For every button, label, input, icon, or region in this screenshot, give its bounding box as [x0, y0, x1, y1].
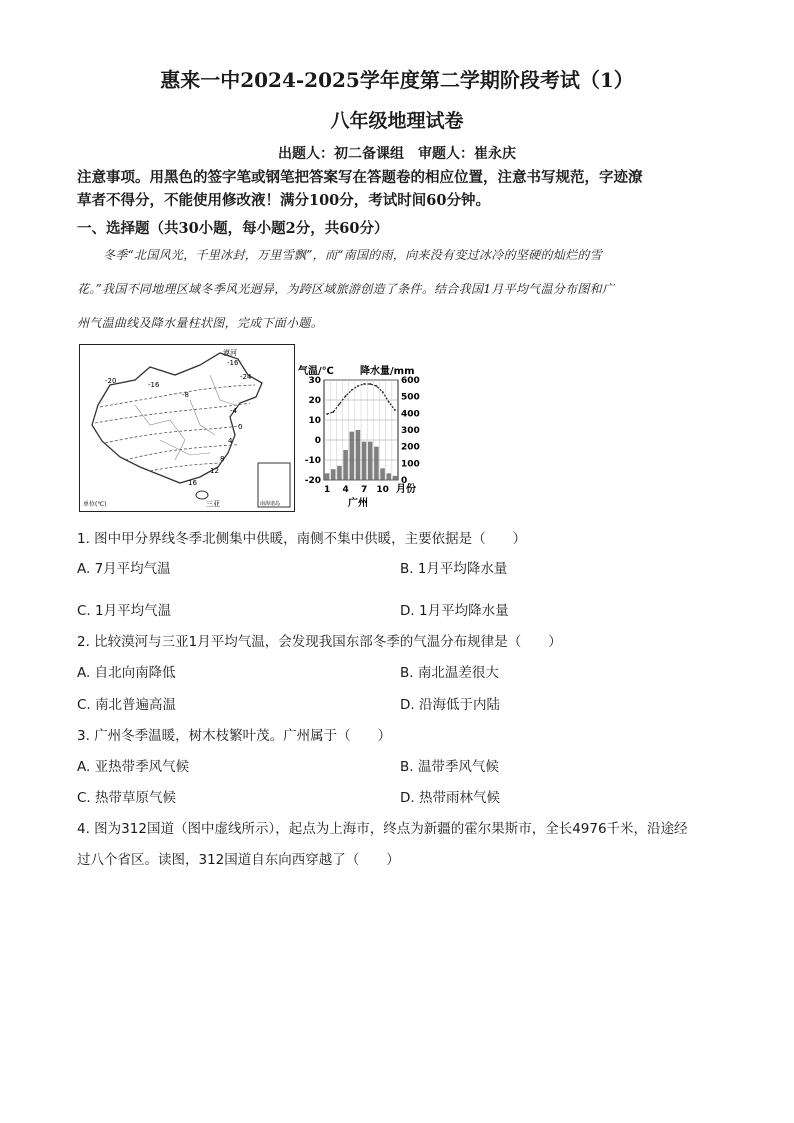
precip-bar	[362, 442, 367, 480]
temp-point	[376, 385, 378, 387]
month-tick-label: 4	[342, 485, 349, 495]
label-iso-9: 8	[220, 455, 225, 463]
question-1-stem: 1. 图中甲分界线冬季北侧集中供暖，南侧不集中供暖，主要依据是（ ）	[77, 531, 527, 547]
q3-option-a[interactable]: A. 亚热带季风气候	[77, 759, 190, 775]
q3-option-b[interactable]: B. 温带季风气候	[400, 759, 499, 775]
isotherm-line	[105, 423, 243, 443]
temp-tick-label: 30	[308, 376, 321, 386]
month-tick-label: 1	[323, 485, 331, 495]
precip-tick-label: 100	[401, 459, 420, 470]
label-iso-4: -16	[148, 381, 160, 389]
city-label: 广州	[348, 498, 368, 509]
label-inset: 南海诸岛	[260, 501, 281, 507]
exam-title: 惠来一中2024-2025学年度第二学期阶段考试（1）	[160, 68, 634, 92]
label-mohe: 漠河	[223, 349, 237, 357]
month-tick-label: 10	[376, 485, 389, 495]
q2-option-b[interactable]: B. 南北温差很大	[400, 665, 499, 681]
q3-option-c[interactable]: C. 热带草原气候	[77, 790, 177, 806]
chart-grid	[324, 380, 398, 480]
exam-authors: 出题人：初二备课组 审题人：崔永庆	[278, 146, 516, 162]
q2-option-a[interactable]: A. 自北向南降低	[77, 665, 176, 681]
label-iso-8: 4	[228, 437, 233, 445]
label-sanya: 三亚	[206, 500, 220, 508]
section-heading: 一、选择题（共30小题，每小题2分，共60分）	[77, 220, 389, 237]
temp-point	[394, 409, 396, 411]
exam-subtitle: 八年级地理试卷	[330, 110, 464, 132]
precip-tick-label: 0	[401, 476, 408, 486]
temp-point	[326, 413, 328, 415]
temp-point	[357, 385, 359, 387]
temp-point	[369, 383, 371, 385]
precip-bar	[356, 430, 361, 480]
precip-tick-label: 300	[401, 426, 420, 436]
q2-option-d[interactable]: D. 沿海低于内陆	[400, 697, 500, 713]
precip-bar	[386, 473, 391, 480]
month-unit-label: 月份	[396, 484, 416, 495]
label-iso-6: -4	[230, 407, 237, 415]
precip-tick-label: 600	[401, 376, 420, 386]
temp-tick-label: 0	[314, 436, 321, 446]
notice-line-2: 草者不得分，不能使用修改液！满分100分，考试时间60分钟。	[77, 192, 490, 209]
question-2-stem: 2. 比较漠河与三亚1月平均气温，会发现我国东部冬季的气温分布规律是（ ）	[77, 634, 562, 650]
isotherm-line	[95, 403, 250, 423]
notice-line-1: 注意事项。用黑色的签字笔或钢笔把答案写在答题卷的相应位置，注意书写规范，字迹潦	[77, 169, 643, 186]
precip-bar	[331, 469, 336, 480]
precip-tick-label: 500	[401, 392, 420, 403]
q1-option-b[interactable]: B. 1月平均降水量	[400, 561, 508, 577]
intro-line-3: 州气温曲线及降水量柱状图，完成下面小题。	[77, 316, 324, 330]
temp-tick-label: 20	[308, 396, 321, 406]
precip-bar	[343, 450, 348, 480]
label-unit: 单位(℃)	[83, 501, 107, 508]
temp-point	[363, 383, 365, 385]
map-drawing	[80, 345, 294, 511]
temp-point	[345, 395, 347, 397]
label-iso-1: -16	[227, 359, 239, 367]
q1-option-d[interactable]: D. 1月平均降水量	[400, 603, 509, 619]
label-iso-5: -8	[182, 391, 189, 399]
precip-bar	[368, 442, 373, 480]
climate-chart-svg	[296, 362, 431, 512]
temp-point	[339, 403, 341, 405]
q1-option-c[interactable]: C. 1月平均气温	[77, 603, 172, 619]
q1-option-a[interactable]: A. 7月平均气温	[77, 561, 171, 577]
month-tick-label: 7	[360, 485, 368, 495]
temp-tick-label: -10	[304, 456, 321, 466]
temp-axis-title: 气温/℃	[298, 366, 334, 377]
q2-option-c[interactable]: C. 南北普遍高温	[77, 697, 177, 713]
guangzhou-climate-chart	[296, 362, 431, 512]
label-iso-3: -24	[240, 373, 252, 381]
precip-bar	[374, 447, 379, 480]
precip-bar	[337, 466, 342, 480]
china-january-temperature-map	[79, 344, 295, 512]
precip-axis-title: 降水量/mm	[360, 366, 415, 377]
label-iso-11: 16	[188, 479, 197, 487]
precip-bar	[349, 432, 354, 480]
precip-tick-label: 200	[401, 442, 420, 453]
precip-tick-label: 400	[401, 409, 420, 420]
precip-bar	[393, 476, 398, 480]
intro-line-2: 花。”我国不同地理区域冬季风光迥异，为跨区域旅游创造了条件。结合我国1月平均气温分布图和广	[77, 282, 615, 296]
temp-point	[332, 411, 334, 413]
question-3-stem: 3. 广州冬季温暖，树木枝繁叶茂。广州属于（ ）	[77, 728, 392, 744]
precip-bar	[325, 473, 330, 480]
label-iso-2: -20	[105, 377, 117, 385]
temp-point	[388, 401, 390, 403]
hainan-island	[196, 491, 208, 499]
label-iso-10: 12	[210, 467, 219, 475]
q3-option-d[interactable]: D. 热带雨林气候	[400, 790, 500, 806]
temp-tick-label: -20	[304, 476, 321, 486]
question-4-stem-line-1: 4. 图为312国道（图中虚线所示），起点为上海市，终点为新疆的霍尔果斯市，全长4976千米，沿途经	[77, 821, 688, 837]
temp-point	[351, 389, 353, 391]
question-4-stem-line-2: 过八个省区。读图，312国道自东向西穿越了（ ）	[77, 852, 400, 868]
label-iso-7: 0	[238, 423, 243, 431]
temp-tick-label: 10	[308, 416, 321, 426]
temp-point	[382, 391, 384, 393]
china-outline	[92, 353, 262, 483]
intro-line-1: 冬季“北国风光，千里冰封，万里雪飘”，而“南国的雨，向来没有变过冰冷的坚硬的灿烂的雪	[103, 248, 603, 262]
precip-bar	[380, 468, 385, 480]
